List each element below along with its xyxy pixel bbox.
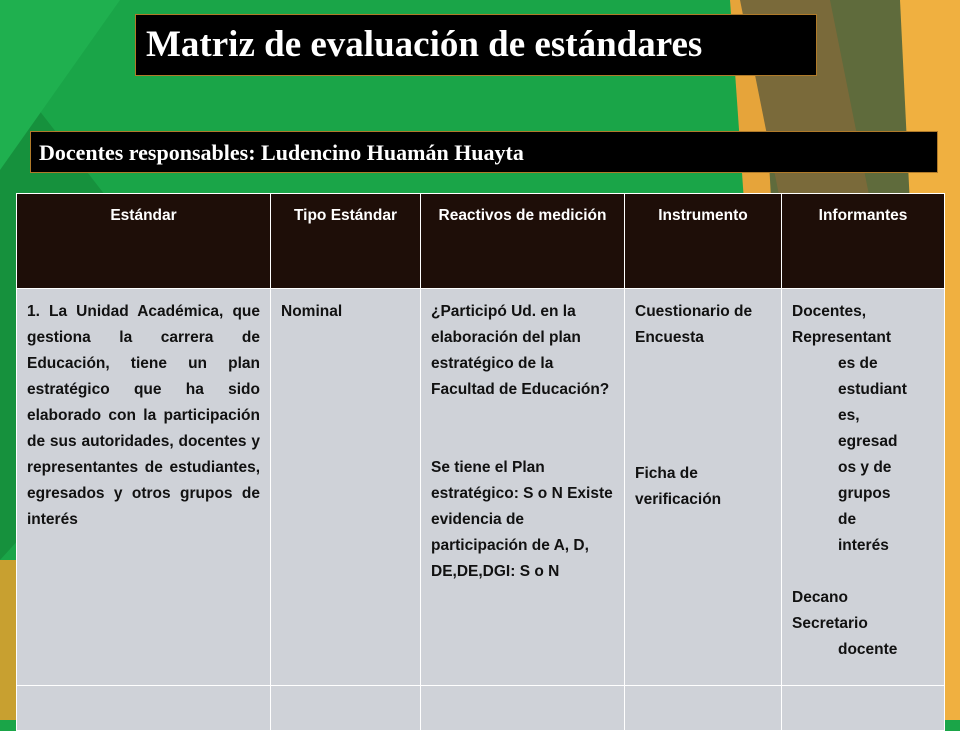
evaluation-table bbox=[16, 193, 945, 731]
informante-line: egresad bbox=[838, 433, 898, 450]
informante-line: es de bbox=[838, 355, 878, 372]
informante-line: es, bbox=[838, 407, 860, 424]
empty-cell bbox=[782, 686, 945, 731]
informante-line: os y de bbox=[838, 459, 892, 476]
subtitle: Docentes responsables: Ludencino Huamán Huayta bbox=[39, 140, 524, 165]
empty-cell bbox=[625, 686, 782, 731]
instrumento-2: Ficha de verificación bbox=[635, 465, 722, 508]
cell-instrumento bbox=[625, 289, 782, 686]
cell-informantes bbox=[782, 289, 945, 686]
page-title: Matriz de evaluación de estándares bbox=[146, 24, 703, 65]
header-instrumento: Instrumento bbox=[625, 194, 782, 289]
cell-tipo: Nominal bbox=[271, 289, 421, 686]
informante-line: grupos bbox=[838, 485, 891, 502]
informante-line: Secretario bbox=[792, 615, 868, 632]
informante-line: interés bbox=[838, 537, 889, 554]
empty-cell bbox=[271, 686, 421, 731]
table-row bbox=[17, 289, 945, 686]
header-informantes: Informantes bbox=[782, 194, 945, 289]
empty-cell bbox=[421, 686, 625, 731]
informante-line: Decano bbox=[792, 589, 848, 606]
informante-line: docente bbox=[838, 641, 898, 658]
table-header-row bbox=[17, 194, 945, 289]
table-row-empty bbox=[17, 686, 945, 731]
empty-cell bbox=[17, 686, 271, 731]
informante-line: Docentes, bbox=[792, 303, 867, 320]
informante-line: estudiant bbox=[838, 381, 907, 398]
header-tipo: Tipo Estándar bbox=[271, 194, 421, 289]
instrumento-1: Cuestionario de Encuesta bbox=[635, 303, 753, 346]
title-box bbox=[135, 14, 817, 76]
informante-line: Representant bbox=[792, 329, 892, 346]
subtitle-box bbox=[30, 131, 938, 173]
header-estandar: Estándar bbox=[17, 194, 271, 289]
reactivo-1: ¿Participó Ud. en la elaboración del plan estratégico de la Facultad de Educación? bbox=[431, 303, 610, 398]
informante-line: de bbox=[838, 511, 857, 528]
reactivo-2: Se tiene el Plan estratégico: S o N Existe evidencia de participación de A, D, DE,DE,DGI: S o N bbox=[431, 459, 613, 580]
header-reactivos: Reactivos de medición bbox=[421, 194, 625, 289]
cell-estandar: 1. La Unidad Académica, que gestiona la carrera de Educación, tiene un plan estratégico que ha sido elaborado con la participación de sus autoridades, docentes y representantes de estudiantes, egresados y otros grupos de interés bbox=[17, 289, 271, 686]
cell-reactivos bbox=[421, 289, 625, 686]
